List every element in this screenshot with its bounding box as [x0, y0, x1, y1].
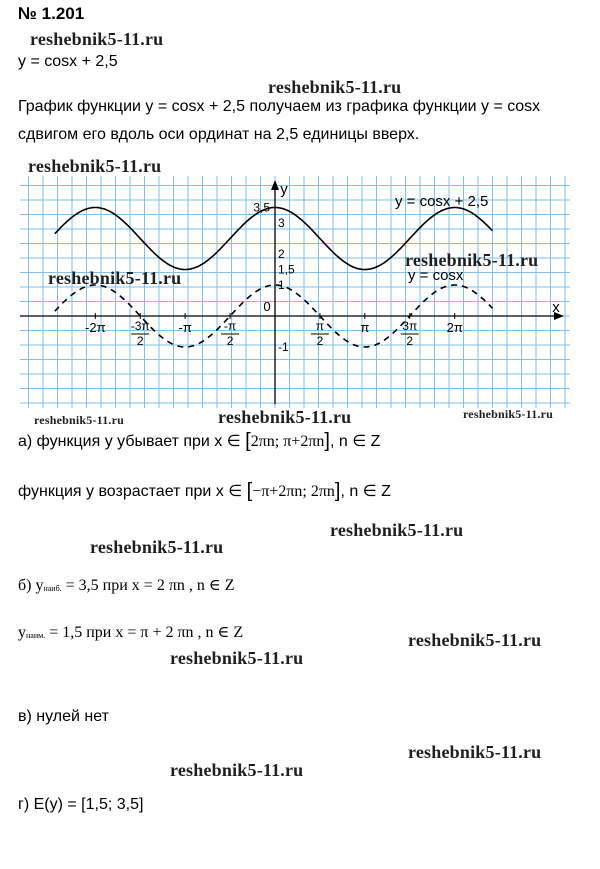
- x-tick-label: 2: [136, 334, 144, 348]
- y-tick-label: 1,5: [278, 262, 295, 277]
- answer-b-min: [18, 622, 243, 642]
- y-tick-label: 2: [278, 247, 285, 261]
- answer-text: функция y возрастает при x ∈: [18, 483, 243, 500]
- answer-b-max: [18, 575, 235, 595]
- x-tick-label: -π: [178, 320, 192, 335]
- watermark: reshebnik5-11.ru: [268, 77, 402, 97]
- answer-a-increasing: [18, 480, 391, 503]
- y-axis-label: y: [280, 181, 288, 198]
- problem-number: № 1.201: [18, 4, 85, 23]
- watermark: reshebnik5-11.ru: [463, 407, 553, 421]
- x-axis-label: x: [552, 299, 560, 316]
- bracket-left: [: [245, 430, 251, 452]
- paragraph-line-2: сдвигом его вдоль оси ординат на 2,5 единицы вверх.: [18, 126, 420, 143]
- x-tick-label: 2: [226, 334, 234, 348]
- watermark: reshebnik5-11.ru: [408, 630, 542, 650]
- x-tick-label: π: [360, 320, 370, 335]
- y-tick-label: 3,5: [253, 200, 270, 215]
- y-tick-label: 1: [278, 278, 285, 292]
- watermark: reshebnik5-11.ru: [405, 250, 539, 270]
- watermark: reshebnik5-11.ru: [218, 407, 352, 427]
- answer-rest: = 1,5 при x = π + 2 πn , n ∈ Z: [45, 624, 244, 641]
- answer-d: г) E(y) = [1,5; 3,5]: [18, 796, 144, 813]
- subscript: наим.: [26, 631, 46, 640]
- watermark: reshebnik5-11.ru: [408, 742, 542, 762]
- x-tick-label: 2π: [446, 320, 463, 335]
- series-label-shifted: y = cosx + 2,5: [395, 193, 489, 210]
- answer-rest: = 3,5 при x = 2 πn , n ∈ Z: [61, 577, 235, 594]
- answer-text: б) y: [18, 577, 44, 594]
- x-tick-label: π: [315, 319, 325, 333]
- answer-suffix: , n ∈ Z: [329, 433, 381, 450]
- x-tick-label: 2: [316, 334, 324, 348]
- watermark: reshebnik5-11.ru: [30, 29, 164, 49]
- x-tick-label: 3π: [402, 319, 418, 333]
- watermark: reshebnik5-11.ru: [170, 648, 304, 668]
- watermark: reshebnik5-11.ru: [90, 537, 224, 557]
- bracket-right: ]: [334, 480, 341, 502]
- answer-text: y: [18, 624, 26, 641]
- formula-line: y = cosx + 2,5: [18, 53, 118, 70]
- y-tick-label: 3: [278, 216, 285, 230]
- x-tick-label: -2π: [85, 320, 106, 335]
- x-tick-label: -π: [223, 319, 237, 333]
- subscript: наиб.: [43, 584, 62, 593]
- watermark: reshebnik5-11.ru: [34, 413, 124, 427]
- answer-text: а) функция y убывает при x ∈: [18, 433, 241, 450]
- paragraph-line-1: График функции y = cosx + 2,5 получаем из графика функции y = cosx: [18, 98, 541, 115]
- answer-c: в) нулей нет: [18, 708, 109, 725]
- watermark: reshebnik5-11.ru: [28, 156, 162, 176]
- interval: 2πn; π+2πn: [250, 433, 325, 450]
- series-label-base: y = cosx: [408, 267, 464, 284]
- bracket-left: [: [246, 480, 253, 502]
- interval: −π+2πn; 2πn: [252, 483, 335, 500]
- answer-suffix: , n ∈ Z: [340, 483, 391, 500]
- x-tick-label: -3π: [130, 319, 150, 333]
- bracket-right: ]: [324, 430, 330, 452]
- function-graph: [20, 176, 570, 408]
- y-tick-label: -1: [278, 340, 289, 354]
- watermark: reshebnik5-11.ru: [48, 268, 182, 288]
- watermark: reshebnik5-11.ru: [170, 760, 304, 780]
- x-tick-label: 0: [263, 299, 271, 314]
- watermark: reshebnik5-11.ru: [330, 520, 464, 540]
- answer-a-decreasing: [18, 430, 380, 453]
- x-tick-label: 2: [406, 334, 414, 348]
